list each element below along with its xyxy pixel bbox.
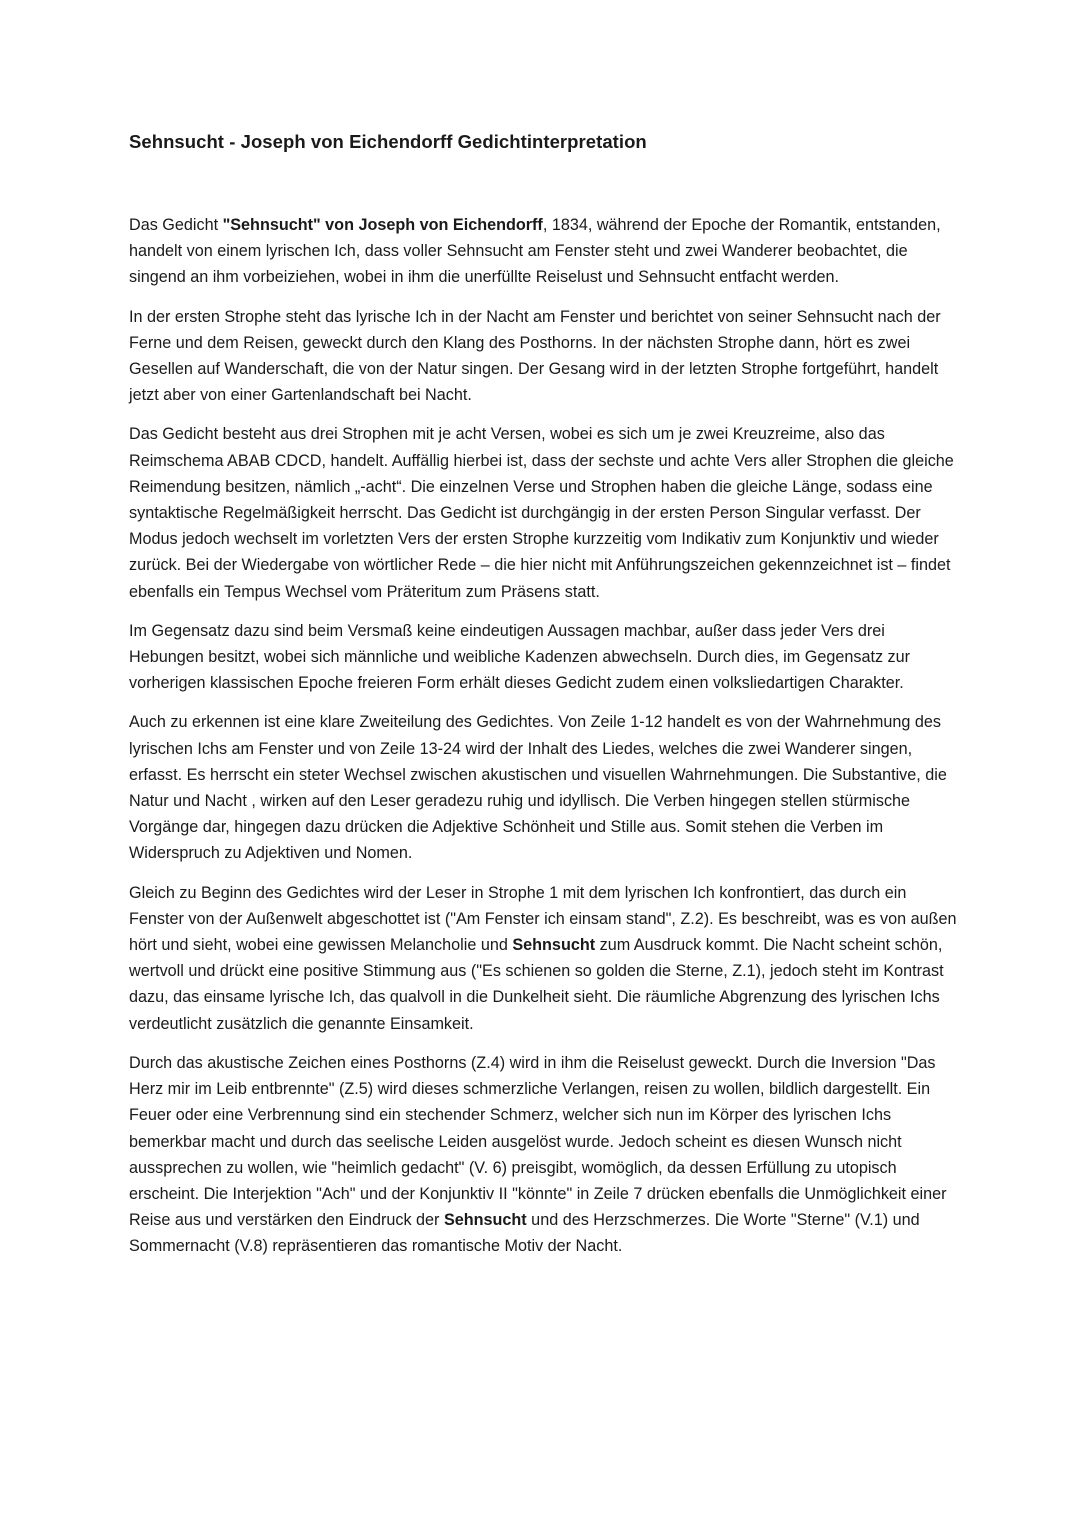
- text-run: Das Gedicht: [129, 216, 223, 234]
- paragraph-content-summary: [129, 304, 957, 409]
- text-run: Im Gegensatz dazu sind beim Versmaß keine eindeutigen Aussagen machbar, außer dass jeder Vers drei Hebungen besitzt, wobei sich männliche und weibliche Kadenzen abwechseln. Durch dies, im Gegensatz zur vorherigen klassischen Epoche freieren Form erhält dieses Gedicht zudem einen volksliedartigen Charakter.: [129, 621, 911, 693]
- text-run: und des Herzschmerzes. Die Worte "Sterne" (V.1) und Sommernacht (V.8) repräsentieren das romantische Motiv der Nacht.: [129, 1211, 920, 1256]
- document-page: [129, 128, 957, 1273]
- text-run: Das Gedicht besteht aus drei Strophen mit je acht Versen, wobei es sich um je zwei Kreuzreime, also das Reimschema ABAB CDCD, handelt. Auffällig hierbei ist, dass der sechste und achte Vers aller Strophen die gleiche Reimendung besitzen, nämlich „-acht“. Die einzelnen Verse und Strophen haben die gleiche Länge, sodass eine syntaktische Regelmäßigkeit herrscht. Das Gedicht ist durchgängig in der ersten Person Singular verfasst. Der Modus jedoch wechselt im vorletzten Vers der ersten Strophe kurzzeitig vom Indikativ zum Konjunktiv und wieder zurück. Bei der Wiedergabe von wörtlicher Rede – die hier nicht mit Anführungszeichen gekennzeichnet ist – findet ebenfalls ein Tempus Wechsel vom Präteritum zum Präsens statt.: [129, 425, 954, 601]
- paragraph-form: [129, 421, 957, 604]
- emphasized-text: Sehnsucht: [443, 1211, 527, 1230]
- paragraph-posthorn: [129, 1050, 957, 1260]
- paragraph-meter: [129, 618, 957, 697]
- document-body: [129, 212, 957, 1260]
- text-run: In der ersten Strophe steht das lyrische Ich in der Nacht am Fenster und berichtet von seiner Sehnsucht nach der Ferne und dem Reisen, geweckt durch den Klang des Posthorns. In der nächsten Strophe dann, hört es zwei Gesellen auf Wanderschaft, die von der Natur singen. Der Gesang wird in der letzten Strophe fortgeführt, handelt jetzt aber von einer Gartenlandschaft bei Nacht.: [129, 307, 941, 405]
- emphasized-text: Sehnsucht: [512, 936, 596, 955]
- text-run: , 1834, während der Epoche der Romantik, entstanden, handelt von einem lyrischen Ich, dass voller Sehnsucht am Fenster steht und zwei Wanderer beobachtet, die singend an ihm vorbeiziehen, wobei in ihm die unerfüllte Reiselust und Sehnsucht entfacht werden.: [129, 216, 941, 287]
- paragraph-structure: [129, 709, 957, 866]
- text-run: Gleich zu Beginn des Gedichtes wird der Leser in Strophe 1 mit dem lyrischen Ich konfrontiert, das durch ein Fenster von der Außenwelt abgeschottet ist ("Am Fenster ich einsam stand", Z.2). Es beschreibt, was es von außen hört und sieht, wobei eine gewissen Melancholie und: [129, 883, 957, 955]
- paragraph-stanza-one: [129, 880, 957, 1037]
- text-run: Auch zu erkennen ist eine klare Zweiteilung des Gedichtes. Von Zeile 1-12 handelt es von der Wahrnehmung des lyrischen Ichs am Fenster und von Zeile 13-24 wird der Inhalt des Liedes, welches die zwei Wanderer singen, erfasst. Es herrscht ein steter Wechsel zwischen akustischen und visuellen Wahrnehmungen. Die Substantive, die Natur und Nacht , wirken auf den Leser geradezu ruhig und idyllisch. Die Verben hingegen stellen stürmische Vorgänge dar, hingegen dazu drücken die Adjektive Schönheit und Stille aus. Somit stehen die Verben im Widerspruch zu Adjektiven und Nomen.: [129, 713, 947, 863]
- emphasized-text: "Sehnsucht" von Joseph von Eichendorff: [222, 216, 543, 234]
- paragraph-intro: [129, 212, 957, 291]
- text-run: Durch das akustische Zeichen eines Posthorns (Z.4) wird in ihm die Reiselust geweckt. Durch die Inversion "Das Herz mir im Leib entbrennte" (Z.5) wird dieses schmerzliche Verlangen, reisen zu wollen, bildlich dargestellt. Ein Feuer oder eine Verbrennung sind ein stechender Schmerz, welcher sich nun im Körper des lyrischen Ichs bemerkbar macht und durch das seelische Leiden ausgelöst wurde. Jedoch scheint es diesen Wunsch nicht aussprechen zu wollen, wie "heimlich gedacht" (V. 6) preisgibt, womöglich, da dessen Erfüllung zu utopisch erscheint. Die Interjektion "Ach" und der Konjunktiv II "könnte" in Zeile 7 drücken ebenfalls die Unmöglichkeit einer Reise aus und verstärken den Eindruck der: [129, 1053, 947, 1230]
- text-run: zum Ausdruck kommt. Die Nacht scheint schön, wertvoll und drückt eine positive Stimmung aus ("Es schienen so golden die Sterne, Z.1), jedoch steht im Kontrast dazu, das einsame lyrische Ich, das qualvoll in die Dunkelheit sieht. Die räumliche Abgrenzung des lyrischen Ichs verdeutlicht zusätzlich die genannte Einsamkeit.: [129, 936, 944, 1033]
- document-title: Sehnsucht - Joseph von Eichendorff Gedichtinterpretation: [129, 131, 647, 152]
